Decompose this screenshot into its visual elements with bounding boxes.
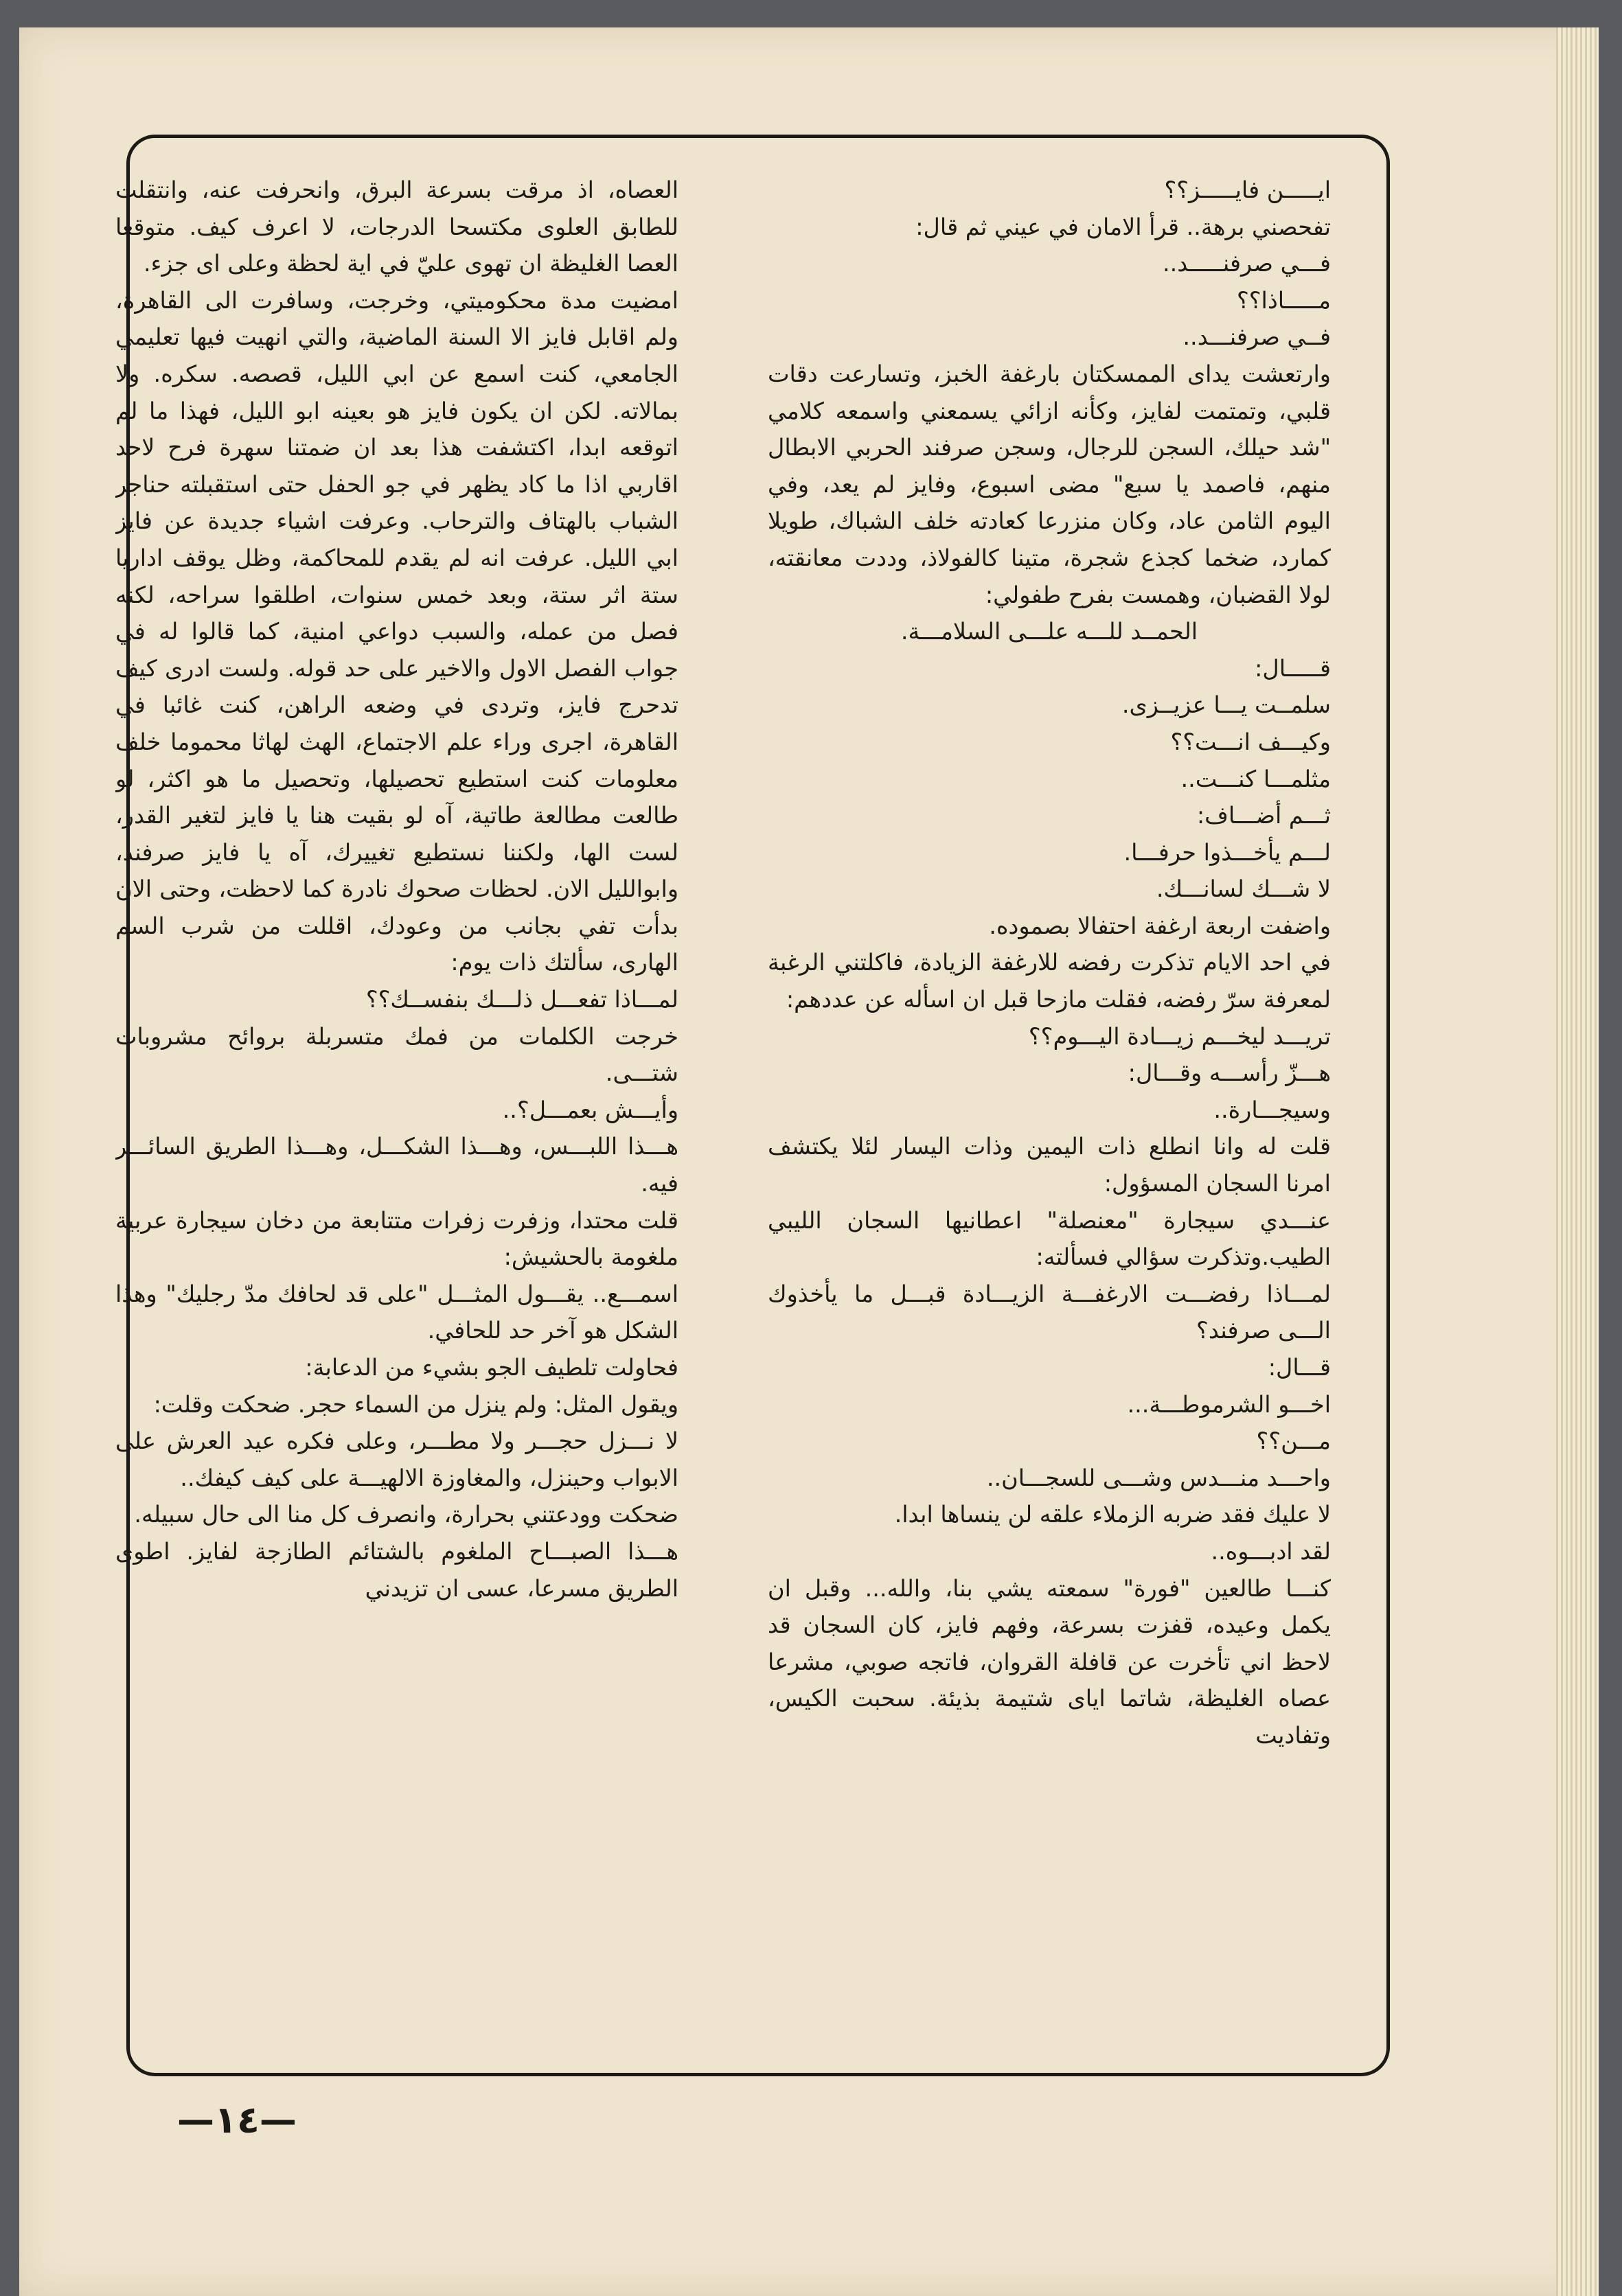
paragraph: لا عليك فقد ضربه الزملاء علقه لن ينساها ابدا. (894, 1501, 1331, 1528)
paragraph: هـــذا اللبـــس، وهـــذا الشكـــل، وهـــذا الطريق السائـــر فيه. (115, 1133, 678, 1197)
paragraph: لا نـــزل حجـــر ولا مطـــر، وعلى فكره عيد العرش على الابواب وحينزل، والمغاوزة الالهيـــة على كيف كيفك.. (115, 1427, 678, 1491)
paragraph: لـــم يأخـــذوا حرفـــا. (1123, 838, 1331, 866)
paragraph: هـــذا الصبـــاح الملغوم بالشتائم الطازجة لفايز. اطوى الطريق مسرعا، عسى ان تزيدني (115, 1537, 678, 1602)
paragraph: الحمــد للـــه علـــى السلامـــة. (900, 618, 1198, 645)
paragraph: قلت محتدا، وزفرت زفرات متتابعة من دخان سيجارة عربية ملغومة بالحشيش: (115, 1206, 678, 1271)
left-text-column (115, 172, 678, 2053)
paragraph: مـــــاذا؟؟ (1236, 286, 1331, 314)
paragraph: فـــي صرفنـــــد.. (1162, 250, 1331, 277)
paragraph: ايـــــن فايـــــز؟؟ (1164, 176, 1331, 203)
paragraph: اخـــو الشرموطـــة... (1127, 1390, 1331, 1418)
paragraph: ضحكت وودعتني بحرارة، وانصرف كل منا الى حال سبيله. (134, 1501, 678, 1528)
paragraph: مثلمـــا كنـــت.. (1180, 765, 1331, 792)
paragraph: عنـــدي سيجارة "معنصلة" اعطانيها السجان الليبي الطيب.وتذكرت سؤالي فسألته: (768, 1206, 1331, 1271)
paragraph: قـــــال: (1255, 654, 1331, 682)
paragraph: لمـــاذا تفعـــل ذلـــك بنفســك؟؟ (365, 986, 678, 1013)
paragraph: كنـــا طالعين "فورة" سمعته يشي بنا، والله... وقبل ان يكمل وعيده، قفزت بسرعة، وفهم فايز، كان السجان قد لاحظ اني تأخرت عن قافلة القروان، فاتجه صوبي، مشرعا عصاه الغليظة، شاتما اياى شتيمة بذيئة. سحبت الكيس، وتفاديت (768, 1574, 1331, 1749)
paragraph: اسمـــع.. يقـــول المثـــل "على قد لحافك مدّ رجليك" وهذا الشكل هو آخر حد للحافي. (115, 1280, 678, 1344)
paragraph: تريـــد ليخـــم زيـــادة اليـــوم؟؟ (1028, 1022, 1331, 1050)
paragraph: قـــال: (1268, 1354, 1331, 1381)
paragraph: لقد ادبـــوه.. (1211, 1537, 1331, 1565)
right-text-column (768, 172, 1331, 2053)
paragraph: فــي صرفنـــد.. (1183, 323, 1331, 351)
page-edge-stack (1556, 27, 1599, 2296)
paragraph: العصاه، اذ مرقت بسرعة البرق، وانحرفت عنه، وانتقلت للطابق العلوى مكتسحا الدرجات، لا اعرف كيف. متوقعا العصا الغليظة ان تهوى عليّ في اية لحظة وعلى اى جزء. (115, 176, 678, 277)
paragraph: امضيت مدة محكوميتي، وخرجت، وسافرت الى القاهرة، ولم اقابل فايز الا السنة الماضية، والتي انهيت فيها تعليمي الجامعي، كنت اسمع عن ابي الليل، قصصه. سكره. ولا بمالاته. لكن ان يكون فايز هو بعينه ابو الليل، فهذا ما لم اتوقعه ابدا، اكتشفت هذا بعد ان ضمتنا سهرة فرح لاحد اقاربي اذا ما كاد يظهر في جو الحفل حتى استقبلته حناجر الشباب بالهتاف والترحاب. وعرفت اشياء جديدة عن فايز ابي الليل. عرفت انه لم يقدم للمحاكمة، وظل يوقف اداريا ستة اثر ستة، وبعد خمس سنوات، اطلقوا سراحه، لكنه فصل من عمله، والسبب دواعي امنية، كما قالوا له في جواب الفصل الاول والاخير على حد قوله. ولست ادرى كيف تدحرج فايز، وتردى في وضعه الراهن، كنت غائبا في القاهرة، اجرى وراء علم الاجتماع، الهث لهاثا محموما خلف معلومات كنت استطيع تحصيلها، وتحصيل ما هو اكثر، لو طالعت مطالعة طاتية، آه لو بقيت هنا يا فايز لتغير القدر، لست الها، ولكننا نستطيع تغييرك، آه يا فايز صرفند، وابوالليل الان. لحظات صحوك نادرة كما لاحظت، وحتى الان بدأت تفي بجانب من وعودك، اقللت من شرب السم الهارى، سألتك ذات يوم: (115, 286, 678, 976)
paragraph: تفحصني برهة.. قرأ الامان في عيني ثم قال: (915, 213, 1331, 240)
page-number: —١٤— (177, 2098, 297, 2142)
paragraph: ويقول المثل: ولم ينزل من السماء حجر. ضحكت وقلت: (153, 1390, 678, 1418)
paragraph: قلت له وانا انطلع ذات اليمين وذات اليسار لئلا يكتشف امرنا السجان المسؤول: (768, 1133, 1331, 1197)
paragraph: مـــن؟؟ (1256, 1427, 1331, 1455)
paragraph: خرجت الكلمات من فمك متسربلة بروائح مشروبات شتـــى. (115, 1022, 678, 1087)
paragraph: وكيـــف انـــت؟؟ (1170, 728, 1331, 755)
paragraph: واضفت اربعة ارغفة احتفالا بصموده. (989, 912, 1331, 939)
paragraph: لا شـــك لسانـــك. (1156, 875, 1331, 903)
paragraph: وسيجـــارة.. (1213, 1096, 1331, 1123)
paragraph: لمـــاذا رفضـــت الارغفـــة الزيـــادة قبـــل ما يأخذوك الـــى صرفند؟ (768, 1280, 1331, 1344)
paragraph: هـــزّ رأســـه وقـــال: (1128, 1059, 1331, 1087)
paragraph: سلمــت يـــا عزيــزى. (1121, 691, 1331, 719)
paragraph: فحاولت تلطيف الجو بشيء من الدعابة: (305, 1354, 678, 1381)
paragraph: وارتعشت يداى الممسكتان بارغفة الخبز، وتسارعت دقات قلبي، وتمتمت لفايز، وكأنه ازائي يسمعني واسمعه كلامي "شد حيلك، السجن للرجال، وسجن صرفند الحربي الابطال منهم، فاصمد يا سبع" مضى اسبوع، وفايز لم يعد، وفي اليوم الثامن عاد، وكان منزرعا كعادته خلف الشباك، طويلا كمارد، ضخما كجذع شجرة، متينا كالفولاذ، وددت معانقته، لولا القضبان، وهمست بفرح طفولي: (768, 360, 1331, 608)
paragraph: ثـــم أضـــاف: (1196, 802, 1331, 829)
paragraph: وأيـــش بعمـــل؟.. (502, 1096, 678, 1123)
paragraph: في احد الايام تذكرت رفضه للارغفة الزيادة، فاكلتني الرغبة لمعرفة سرّ رفضه، فقلت مازحا قبل ان اسأله عن عددهم: (768, 949, 1331, 1013)
paragraph: واحـــد منـــدس وشـــى للسجـــان.. (986, 1464, 1331, 1491)
